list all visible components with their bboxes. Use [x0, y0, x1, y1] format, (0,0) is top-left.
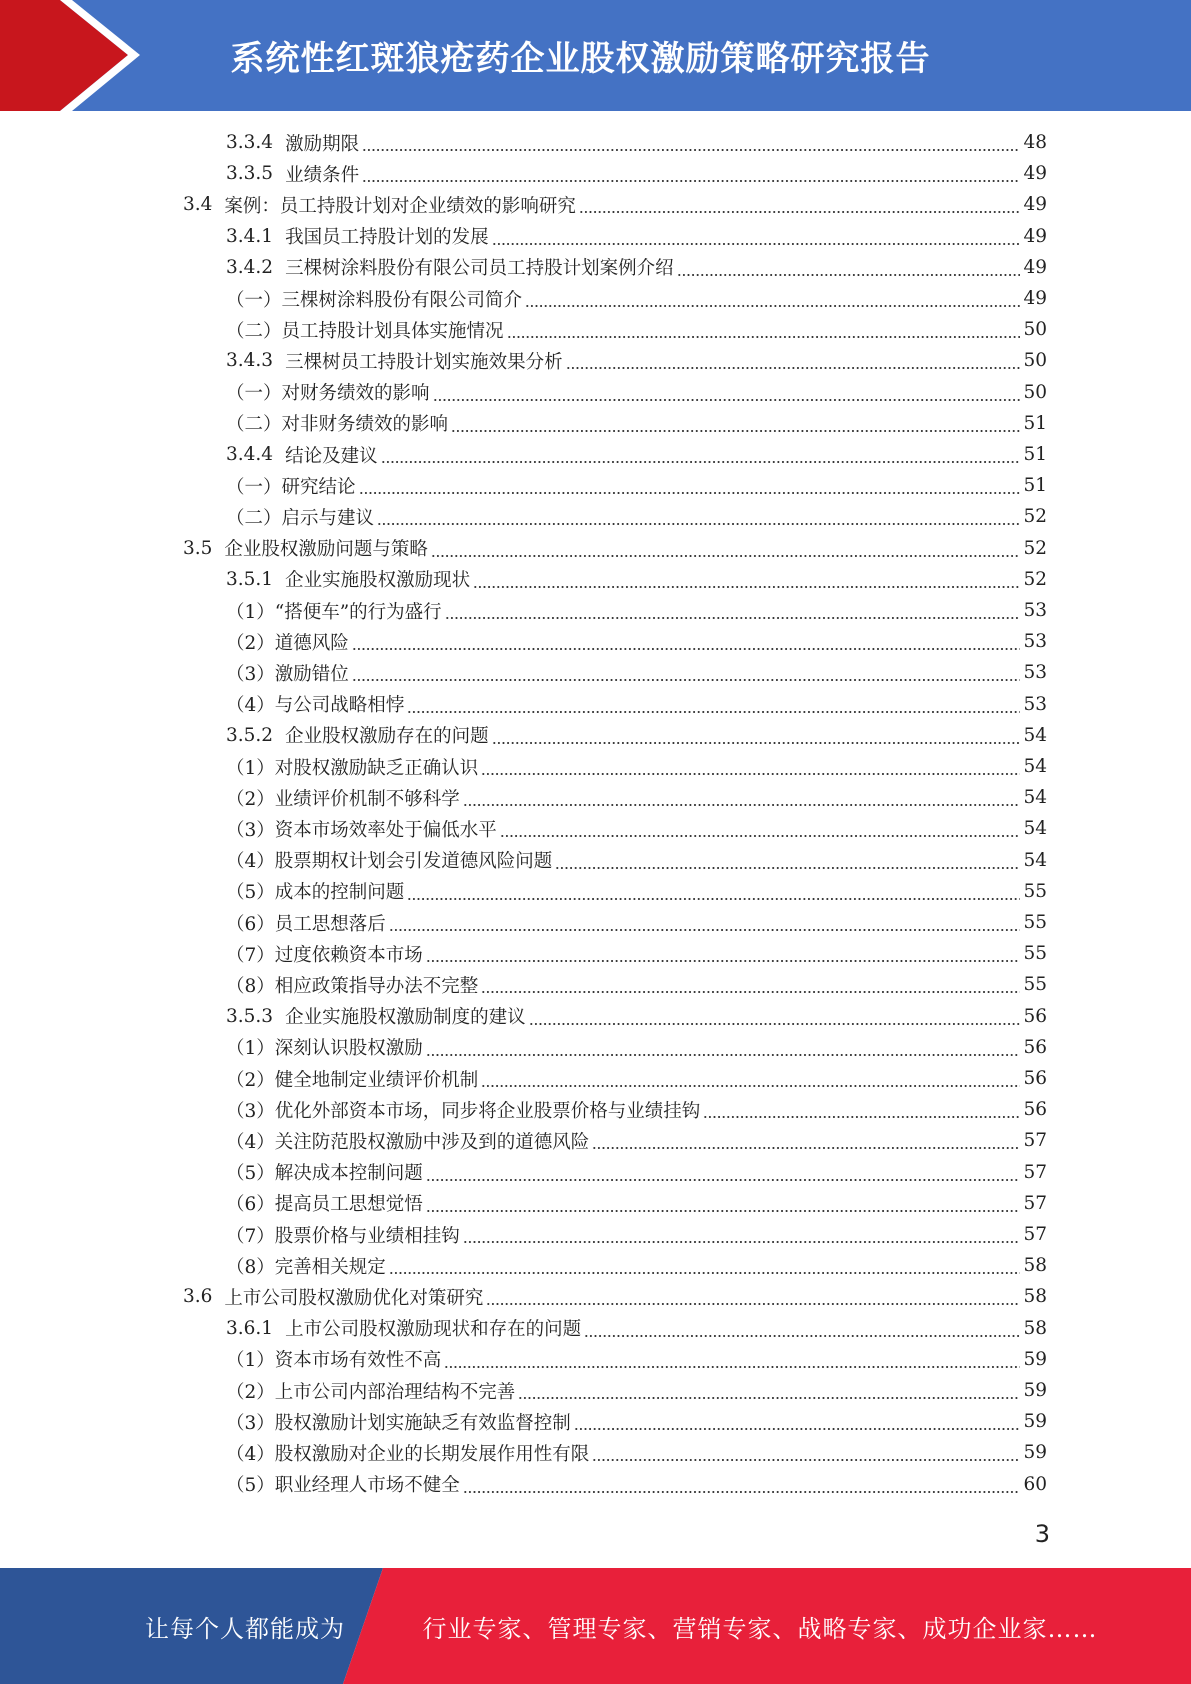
- toc-entry[interactable]: [226, 1001, 1047, 1032]
- toc-entry-title: （7）股票价格与业绩相挂钩: [226, 1225, 460, 1247]
- page-header: [0, 0, 1191, 111]
- toc-entry-title: 三棵树涂料股份有限公司员工持股计划案例介绍: [285, 258, 674, 280]
- toc-entry[interactable]: [226, 751, 1047, 782]
- toc-entry-page: 55: [1023, 974, 1047, 996]
- toc-entry-page: 53: [1023, 600, 1047, 621]
- toc-entry-title: （3）优化外部资本市场，同步将企业股票价格与业绩挂钩: [226, 1100, 701, 1122]
- toc-entry-page: 57: [1023, 1130, 1047, 1152]
- page-footer: [0, 1568, 1191, 1684]
- toc-dot-leader: [507, 319, 1021, 339]
- toc-entry[interactable]: [226, 564, 1047, 595]
- toc-entry-page: 54: [1023, 818, 1047, 840]
- toc-dot-leader: [433, 382, 1021, 402]
- toc-entry-title: 上市公司股权激励现状和存在的问题: [285, 1319, 582, 1341]
- toc-dot-leader: [473, 569, 1020, 589]
- toc-entry-page: 52: [1023, 568, 1047, 590]
- toc-entry-page: 56: [1023, 1036, 1047, 1058]
- toc-entry[interactable]: [226, 782, 1047, 813]
- toc-entry-page: 49: [1023, 256, 1047, 278]
- toc-entry-page: 54: [1023, 724, 1047, 746]
- toc-entry-page: 59: [1023, 1380, 1047, 1401]
- toc-entry-page: 59: [1023, 1442, 1047, 1464]
- toc-entry-title: （一）对财务绩效的影响: [226, 383, 430, 405]
- toc-entry-page: 49: [1023, 288, 1047, 309]
- toc-dot-leader: [592, 1130, 1020, 1150]
- toc-entry-title: 我国员工持股计划的发展: [285, 227, 489, 249]
- toc-entry-page: 55: [1023, 943, 1047, 965]
- toc-entry-title: （5）解决成本控制问题: [226, 1163, 423, 1185]
- toc-entry[interactable]: [226, 1094, 1047, 1125]
- toc-entry[interactable]: [226, 1437, 1047, 1468]
- toc-entry-title: 企业股权激励存在的问题: [285, 726, 489, 748]
- toc-dot-leader: [352, 631, 1021, 651]
- toc-entry-title: （1）“搭便车”的行为盛行: [226, 601, 442, 623]
- toc-entry-page: 51: [1023, 444, 1047, 465]
- toc-entry-number: 3.3.4: [226, 132, 274, 153]
- toc-entry[interactable]: [226, 221, 1047, 252]
- toc-entry-page: 54: [1023, 849, 1047, 871]
- toc-entry[interactable]: [226, 1313, 1047, 1344]
- toc-dot-leader: [555, 850, 1020, 870]
- toc-entry-title: （3）股权激励计划实施缺乏有效监督控制: [226, 1412, 571, 1434]
- toc-entry-page: 49: [1023, 163, 1047, 185]
- toc-entry-page: 57: [1023, 1161, 1047, 1183]
- toc-entry[interactable]: [226, 1375, 1047, 1406]
- toc-entry-page: 49: [1023, 225, 1047, 247]
- toc-entry-page: 58: [1023, 1286, 1047, 1308]
- toc-dot-leader: [463, 1474, 1021, 1494]
- toc-entry[interactable]: [183, 533, 1047, 564]
- header-red-chevron: [0, 0, 150, 111]
- toc-entry-title: （8）相应政策指导办法不完整: [226, 975, 479, 997]
- toc-entry-page: 54: [1023, 787, 1047, 809]
- toc-entry-number: 3.5.3: [226, 1005, 274, 1027]
- toc-entry-title: （4）股票期权计划会引发道德风险问题: [226, 851, 553, 873]
- toc-dot-leader: [362, 132, 1020, 152]
- toc-dot-leader: [377, 506, 1020, 526]
- toc-entry-number: 3.6: [183, 1286, 213, 1308]
- toc-entry-page: 56: [1023, 1099, 1047, 1121]
- toc-entry[interactable]: [226, 470, 1047, 501]
- toc-dot-leader: [426, 1037, 1021, 1057]
- toc-entry-page: 59: [1023, 1348, 1047, 1370]
- toc-entry[interactable]: [226, 1032, 1047, 1063]
- toc-dot-leader: [481, 756, 1020, 776]
- toc-entry-number: 3.5.2: [226, 724, 274, 746]
- toc-entry[interactable]: [226, 1219, 1047, 1250]
- toc-entry-title: （2）道德风险: [226, 632, 349, 654]
- toc-entry-title: （8）完善相关规定: [226, 1256, 386, 1278]
- toc-entry[interactable]: [226, 314, 1047, 345]
- toc-entry[interactable]: [226, 689, 1047, 720]
- toc-entry-title: （7）过度依赖资本市场: [226, 944, 423, 966]
- toc-entry-title: （3）资本市场效率处于偏低水平: [226, 819, 497, 841]
- toc-entry[interactable]: [226, 345, 1047, 376]
- toc-entry-title: （4）与公司战略相悖: [226, 695, 405, 717]
- toc-entry-page: 55: [1023, 880, 1047, 902]
- toc-entry-title: 三棵树员工持股计划实施效果分析: [285, 351, 563, 373]
- toc-entry-title: （6）员工思想落后: [226, 913, 386, 935]
- toc-dot-leader: [574, 1411, 1021, 1431]
- toc-dot-leader: [362, 163, 1020, 183]
- toc-entry-title: （3）激励错位: [226, 663, 349, 685]
- toc-entry[interactable]: [226, 626, 1047, 657]
- toc-entry[interactable]: [226, 1406, 1047, 1437]
- toc-entry-title: 激励期限: [285, 133, 360, 155]
- toc-dot-leader: [463, 787, 1021, 807]
- toc-entry-number: 3.4.3: [226, 350, 274, 372]
- toc-entry-title: （二）员工持股计划具体实施情况: [226, 320, 504, 342]
- toc-entry-page: 51: [1023, 412, 1047, 434]
- toc-dot-leader: [426, 1162, 1021, 1182]
- toc-entry-page: 54: [1023, 756, 1047, 777]
- toc-dot-leader: [444, 1349, 1020, 1369]
- toc-entry-page: 53: [1023, 693, 1047, 715]
- toc-dot-leader: [389, 1255, 1021, 1275]
- toc-entry-title: （4）股权激励对企业的长期发展作用性有限: [226, 1443, 590, 1465]
- toc-dot-leader: [592, 1442, 1020, 1462]
- toc-dot-leader: [481, 974, 1020, 994]
- toc-entry-page: 53: [1023, 662, 1047, 684]
- toc-entry-title: （二）对非财务绩效的影响: [226, 414, 449, 436]
- toc-entry-title: （1）对股权激励缺乏正确认识: [226, 757, 479, 779]
- toc-entry-title: 企业实施股权激励现状: [285, 570, 471, 592]
- toc-entry-page: 51: [1023, 475, 1047, 497]
- toc-entry-title: （2）健全地制定业绩评价机制: [226, 1069, 479, 1091]
- toc-dot-leader: [518, 1380, 1020, 1400]
- toc-entry-number: 3.4.2: [226, 256, 274, 278]
- toc-dot-leader: [426, 1193, 1021, 1213]
- toc-entry[interactable]: [226, 158, 1047, 189]
- toc-dot-leader: [486, 1286, 1020, 1306]
- toc-entry-number: 3.4.1: [226, 225, 274, 247]
- toc-entry-page: 57: [1023, 1224, 1047, 1245]
- page-number: 3: [1034, 1520, 1050, 1548]
- toc-entry-page: 50: [1023, 381, 1047, 403]
- toc-dot-leader: [481, 1068, 1020, 1088]
- toc-entry-title: （2）业绩评价机制不够科学: [226, 788, 460, 810]
- toc-dot-leader: [445, 600, 1021, 620]
- toc-entry-title: （2）上市公司内部治理结构不完善: [226, 1381, 516, 1403]
- footer-slogan-left: 让每个人都能成为: [145, 1614, 345, 1643]
- toc-entry-number: 3.4: [183, 194, 213, 216]
- toc-entry-page: 49: [1023, 194, 1047, 216]
- toc-dot-leader: [492, 226, 1021, 246]
- toc-entry[interactable]: [226, 283, 1047, 314]
- toc-entry-page: 56: [1023, 1005, 1047, 1027]
- toc-entry[interactable]: [183, 189, 1047, 220]
- toc-dot-leader: [492, 725, 1021, 745]
- toc-entry-page: 50: [1023, 319, 1047, 341]
- toc-entry-title: （一）研究结论: [226, 476, 356, 498]
- toc-entry-title: 企业股权激励问题与策略: [224, 539, 428, 561]
- toc-dot-leader: [525, 288, 1020, 308]
- toc-dot-leader: [451, 413, 1020, 433]
- toc-entry-page: 58: [1023, 1317, 1047, 1339]
- toc-dot-leader: [579, 194, 1021, 214]
- toc-entry-page: 58: [1023, 1255, 1047, 1277]
- toc-entry[interactable]: [226, 969, 1047, 1000]
- toc-entry-number: 3.4.4: [226, 444, 274, 465]
- toc-entry-page: 52: [1023, 537, 1047, 559]
- toc-dot-leader: [407, 881, 1020, 901]
- toc-entry-number: 3.5.1: [226, 568, 274, 590]
- toc-dot-leader: [463, 1224, 1021, 1244]
- toc-entry-number: 3.3.5: [226, 163, 274, 185]
- toc-entry[interactable]: [226, 813, 1047, 844]
- toc-entry[interactable]: [226, 595, 1047, 626]
- toc-dot-leader: [677, 257, 1021, 277]
- toc-dot-leader: [566, 350, 1021, 370]
- toc-entry-page: 60: [1023, 1473, 1047, 1495]
- toc-entry[interactable]: [226, 1250, 1047, 1281]
- toc-entry-page: 53: [1023, 631, 1047, 653]
- toc-entry-title: （6）提高员工思想觉悟: [226, 1194, 423, 1216]
- toc-entry[interactable]: [226, 907, 1047, 938]
- toc-entry[interactable]: [226, 127, 1047, 158]
- toc-entry-title: （5）成本的控制问题: [226, 882, 405, 904]
- toc-dot-leader: [703, 1099, 1020, 1119]
- toc-dot-leader: [529, 1006, 1021, 1026]
- toc-entry-title: （一）三棵树涂料股份有限公司简介: [226, 289, 523, 311]
- toc-entry-title: （4）关注防范股权激励中涉及到的道德风险: [226, 1131, 590, 1153]
- toc-entry-number: 3.5: [183, 537, 213, 559]
- toc-dot-leader: [407, 694, 1020, 714]
- toc-dot-leader: [431, 538, 1021, 558]
- toc-entry-title: 结论及建议: [285, 445, 378, 467]
- toc-entry[interactable]: [226, 1063, 1047, 1094]
- toc-entry-title: 企业实施股权激励制度的建议: [285, 1007, 526, 1029]
- toc-entry-page: 57: [1023, 1192, 1047, 1214]
- toc-entry-page: 52: [1023, 506, 1047, 528]
- toc-dot-leader: [500, 818, 1021, 838]
- toc-dot-leader: [584, 1318, 1020, 1338]
- toc-entry[interactable]: [226, 1188, 1047, 1219]
- toc-entry-title: （1）资本市场有效性不高: [226, 1350, 442, 1372]
- toc-entry[interactable]: [183, 1281, 1047, 1312]
- toc-entry-page: 48: [1023, 132, 1047, 153]
- toc-entry-page: 50: [1023, 350, 1047, 372]
- toc-entry-page: 56: [1023, 1068, 1047, 1089]
- toc-entry-title: 业绩条件: [285, 164, 360, 186]
- toc-entry-page: 55: [1023, 912, 1047, 933]
- toc-entry-title: （1）深刻认识股权激励: [226, 1038, 423, 1060]
- toc-entry-number: 3.6.1: [226, 1317, 274, 1339]
- toc-entry[interactable]: [226, 252, 1047, 283]
- toc-entry[interactable]: [226, 408, 1047, 439]
- toc-dot-leader: [381, 444, 1021, 464]
- toc-entry-title: （5）职业经理人市场不健全: [226, 1475, 460, 1497]
- toc-entry[interactable]: [226, 720, 1047, 751]
- toc-entry[interactable]: [226, 501, 1047, 532]
- toc-entry[interactable]: [226, 439, 1047, 470]
- toc-dot-leader: [359, 475, 1021, 495]
- toc-entry[interactable]: [226, 845, 1047, 876]
- toc-entry[interactable]: [226, 938, 1047, 969]
- toc-entry[interactable]: [226, 377, 1047, 408]
- toc-entry[interactable]: [226, 876, 1047, 907]
- toc-dot-leader: [352, 662, 1021, 682]
- toc-dot-leader: [389, 912, 1021, 932]
- toc-entry-page: 59: [1023, 1411, 1047, 1433]
- toc-entry[interactable]: [226, 1469, 1047, 1500]
- footer-slogan-right: 行业专家、管理专家、营销专家、战略专家、成功企业家……: [422, 1614, 1098, 1643]
- toc-entry-title: （二）启示与建议: [226, 507, 375, 529]
- toc-entry[interactable]: [226, 657, 1047, 688]
- toc-entry[interactable]: [226, 1125, 1047, 1156]
- toc-entry[interactable]: [226, 1344, 1047, 1375]
- toc-entry-title: 案例：员工持股计划对企业绩效的影响研究: [224, 195, 576, 217]
- toc-entry[interactable]: [226, 1157, 1047, 1188]
- toc-entry-title: 上市公司股权激励优化对策研究: [224, 1287, 484, 1309]
- toc-dot-leader: [426, 943, 1021, 963]
- report-title: 系统性红斑狼疮药企业股权激励策略研究报告: [230, 39, 931, 79]
